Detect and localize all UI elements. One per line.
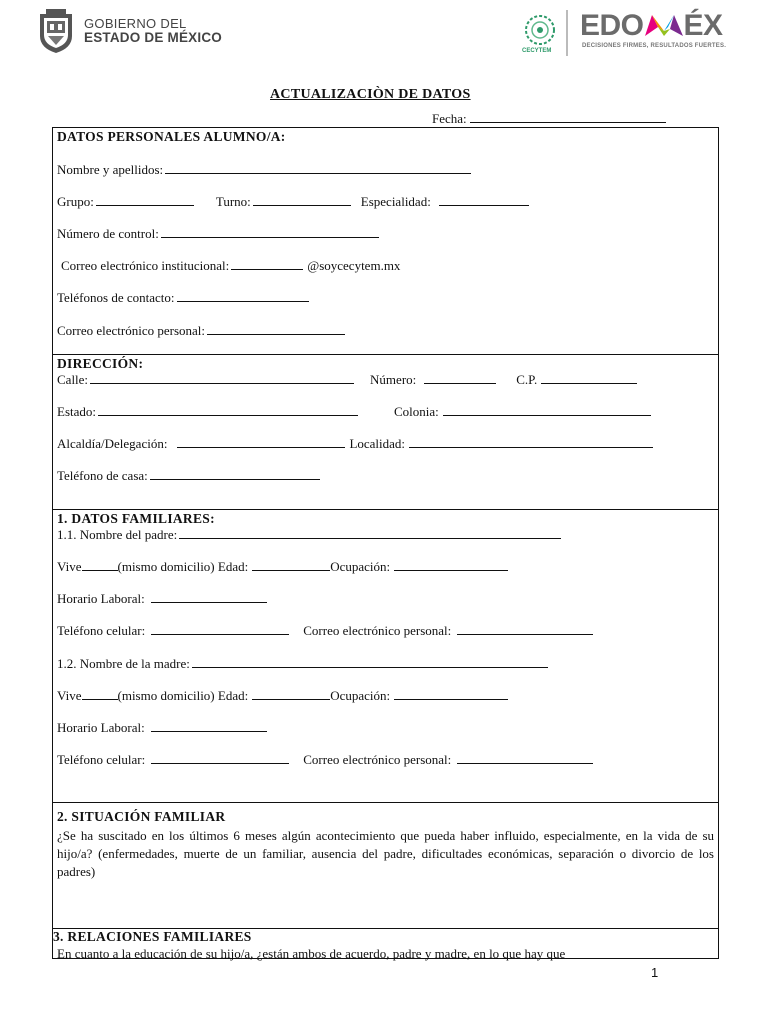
localidad-line[interactable] [409, 437, 653, 448]
document-title: ACTUALIZACIÒN DE DATOS [270, 87, 471, 102]
control-field[interactable] [57, 226, 379, 242]
cp-label: C.P. [516, 372, 538, 387]
section-direccion [53, 355, 718, 510]
cp-line[interactable] [541, 373, 637, 384]
correo-inst-label: Correo electrónico institucional: [61, 258, 230, 273]
turno-label: Turno: [215, 194, 251, 209]
horario-line[interactable] [151, 592, 267, 603]
nombre-label: Nombre y apellidos: [57, 162, 164, 177]
correo-inst-line[interactable] [231, 259, 303, 270]
madre-nombre-field[interactable] [57, 656, 548, 672]
section-datos-familiares [53, 510, 718, 803]
colonia-label: Colonia: [394, 404, 439, 419]
correo-line[interactable] [457, 624, 593, 635]
celular-label: Teléfono celular: [57, 623, 146, 638]
madre-nombre-label: 1.2. Nombre de la madre: [57, 656, 190, 671]
horario-line[interactable] [151, 721, 267, 732]
correo-personal-field[interactable] [57, 323, 345, 339]
coat-of-arms-icon [36, 8, 76, 54]
celular-line[interactable] [151, 753, 289, 764]
form-table [52, 127, 719, 959]
horario-label: Horario Laboral: [57, 591, 145, 606]
page-number: 1 [651, 965, 659, 980]
page-header [0, 0, 768, 70]
ocupacion-line[interactable] [394, 560, 508, 571]
section-title: 1. DATOS FAMILIARES: [57, 511, 215, 526]
vive-label: Vive [57, 688, 82, 703]
mismo-label: (mismo domicilio) Edad: [117, 688, 249, 703]
edomex-logo [580, 10, 723, 42]
section-title: 3. RELACIONES FAMILIARES [53, 929, 252, 944]
madre-vive-field[interactable] [57, 688, 508, 704]
estado-label: Estado: [57, 404, 96, 419]
grupo-line[interactable] [96, 195, 194, 206]
edomex-slogan: DECISIONES FIRMES, RESULTADOS FUERTES. [582, 43, 727, 49]
padre-nombre-field[interactable] [57, 527, 561, 543]
control-line[interactable] [161, 227, 379, 238]
colonia-line[interactable] [443, 405, 651, 416]
vive-line[interactable] [82, 689, 118, 700]
alcaldia-label: Alcaldía/Delegación: [57, 436, 168, 451]
correo-personal-line[interactable] [207, 324, 345, 335]
edomex-text: EDO [580, 9, 644, 42]
section-relaciones-familiares [53, 929, 718, 961]
cecytem-label: CECYTEM [522, 48, 552, 54]
telefono-casa-line[interactable] [150, 469, 320, 480]
relaciones-question: En cuanto a la educación de su hijo/a, ¿están ambos de acuerdo, padre y madre, en lo que hay que [57, 946, 566, 961]
fecha-line[interactable] [470, 111, 666, 123]
horario-label: Horario Laboral: [57, 720, 145, 735]
padre-vive-field[interactable] [57, 559, 508, 575]
telefonos-label: Teléfonos de contacto: [57, 290, 175, 305]
celular-label: Teléfono celular: [57, 752, 146, 767]
estado-line[interactable] [98, 405, 358, 416]
control-label: Número de control: [57, 226, 159, 241]
calle-field[interactable] [57, 372, 637, 388]
telefono-casa-label: Teléfono de casa: [57, 468, 148, 483]
vive-line[interactable] [82, 560, 118, 571]
madre-horario-field[interactable] [57, 720, 267, 736]
grupo-field[interactable] [57, 194, 529, 210]
ocupacion-label: Ocupación: [330, 559, 391, 574]
madre-celular-field[interactable] [57, 752, 593, 768]
celular-line[interactable] [151, 624, 289, 635]
logo-divider [566, 10, 568, 56]
correo-line[interactable] [457, 753, 593, 764]
gov-line2: ESTADO DE MÉXICO [84, 30, 222, 45]
correo-label: Correo electrónico personal: [303, 752, 452, 767]
padre-nombre-line[interactable] [179, 528, 561, 539]
correo-personal-label: Correo electrónico personal: [57, 323, 205, 338]
edad-line[interactable] [252, 689, 330, 700]
vive-label: Vive [57, 559, 82, 574]
nombre-field[interactable] [57, 162, 471, 178]
edomex-m-icon [644, 13, 684, 37]
section-datos-personales [53, 128, 718, 355]
telefonos-field[interactable] [57, 290, 309, 306]
padre-celular-field[interactable] [57, 623, 593, 639]
turno-line[interactable] [253, 195, 351, 206]
madre-nombre-line[interactable] [192, 657, 548, 668]
padre-nombre-label: 1.1. Nombre del padre: [57, 527, 178, 542]
especialidad-label: Especialidad: [360, 194, 431, 209]
numero-label: Número: [370, 372, 417, 387]
especialidad-line[interactable] [439, 195, 529, 206]
correo-label: Correo electrónico personal: [303, 623, 452, 638]
situacion-question: ¿Se ha suscitado en los últimos 6 meses algún acontecimiento que pueda haber influido, especialmente, en la vida de su hijo/a? (enfermedades, muerte de un familiar, ausencia del padre, dificultades económicas, separación o divorcio de los padres) [57, 828, 714, 879]
section-title: DIRECCIÓN: [57, 356, 144, 371]
grupo-label: Grupo: [57, 194, 94, 209]
ocupacion-line[interactable] [394, 689, 508, 700]
telefono-casa-field[interactable] [57, 468, 320, 484]
padre-horario-field[interactable] [57, 591, 267, 607]
alcaldia-field[interactable] [57, 436, 653, 452]
fecha-label: Fecha: [432, 111, 467, 126]
nombre-line[interactable] [165, 163, 471, 174]
telefonos-line[interactable] [177, 291, 309, 302]
section-title: 2. SITUACIÓN FAMILIAR [57, 809, 226, 824]
edad-line[interactable] [252, 560, 330, 571]
gov-line1: GOBIERNO DEL [84, 16, 187, 31]
calle-label: Calle: [57, 372, 89, 387]
correo-inst-field[interactable] [61, 258, 400, 274]
mismo-label: (mismo domicilio) Edad: [117, 559, 249, 574]
edomex-suffix: ÉX [683, 9, 723, 42]
section-situacion-familiar [53, 803, 718, 929]
alcaldia-line[interactable] [177, 437, 345, 448]
numero-line[interactable] [424, 373, 496, 384]
section-title: DATOS PERSONALES ALUMNO/A: [57, 129, 286, 144]
gobierno-logo [36, 8, 236, 54]
localidad-label: Localidad: [349, 436, 406, 451]
calle-line[interactable] [90, 373, 354, 384]
ocupacion-label: Ocupación: [330, 688, 391, 703]
correo-dominio: @soycecytem.mx [307, 258, 401, 273]
estado-field[interactable] [57, 404, 651, 420]
fecha-field[interactable] [432, 111, 666, 127]
